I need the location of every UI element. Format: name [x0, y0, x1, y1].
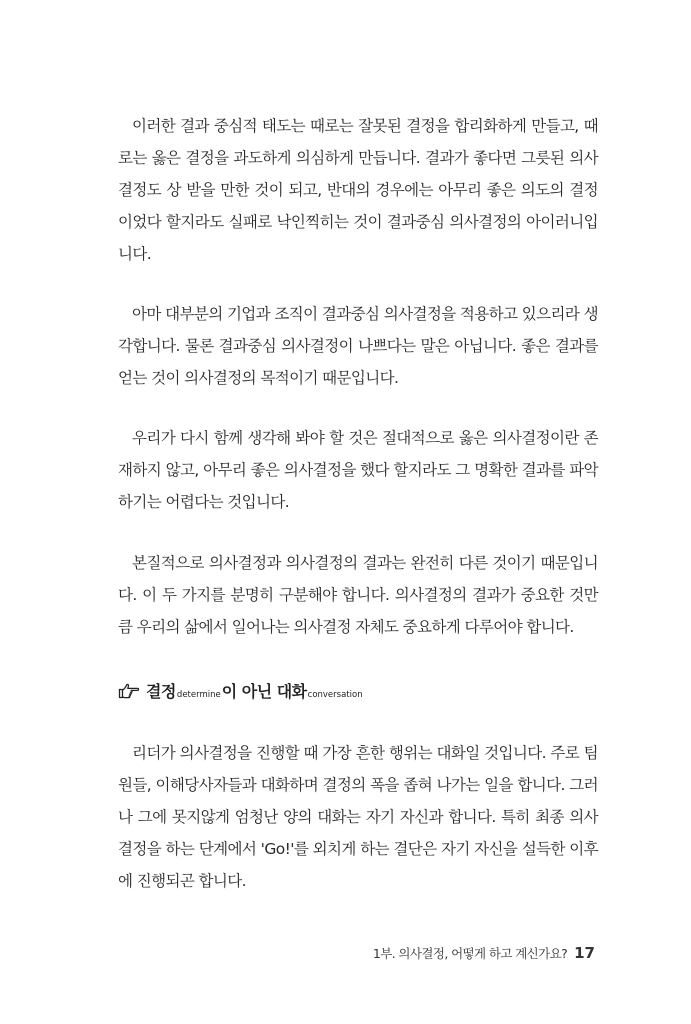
heading-subscript-conversation: conversation — [307, 690, 363, 700]
paragraph-text: 본질적으로 의사결정과 의사결정의 결과는 완전히 다른 것이기 때문입니다. 이 두 가지를 분명히 구분해야 합니다. 의사결정의 결과가 중요한 것만큼 우리의 삶에서 일어나는 의사결정 자체도 중요하게 다루어야 합니다. — [118, 554, 598, 636]
paragraph-text: 리더가 의사결정을 진행할 때 가장 흔한 행위는 대화일 것입니다. 주로 팀원들, 이해당사자들과 대화하며 결정의 폭을 좁혀 나가는 일을 합니다. 그러나 그에 못지않게 엄청난 양의 대화는 자기 자신과 합니다. 특히 최종 의사결정을 하는 단계에서 'Go!'를 외치게 하는 결단은 자기 자신을 설득한 이후에 진행되곤 합니다. — [118, 744, 598, 890]
paragraph-text: 이러한 결과 중심적 태도는 때로는 잘못된 결정을 합리화하게 만들고, 때로는 옳은 결정을 과도하게 의심하게 만듭니다. 결과가 좋다면 그릇된 의사결정도 상 받을 만한 것이 되고, 반대의 경우에는 아무리 좋은 의도의 결정이었다 할지라도 실패로 낙인찍히는 것이 결과중심 의사결정의 아이러니입니다. — [118, 117, 598, 263]
paragraph — [118, 422, 598, 518]
paragraph — [118, 547, 598, 643]
paragraph — [118, 298, 598, 394]
heading-subscript-determine: determine — [176, 690, 221, 700]
pointing-hand-icon — [118, 683, 140, 699]
heading-word-conversation: 이 아닌 대화 — [221, 682, 307, 701]
page-number: 17 — [574, 944, 595, 962]
heading-word-decision: 결정 — [146, 682, 176, 701]
paragraph — [118, 110, 598, 270]
page-footer — [373, 944, 595, 962]
paragraph — [118, 737, 598, 897]
section-heading — [118, 679, 364, 703]
paragraph-text: 아마 대부분의 기업과 조직이 결과중심 의사결정을 적용하고 있으리라 생각합니다. 물론 결과중심 의사결정이 나쁘다는 말은 아닙니다. 좋은 결과를 얻는 것이 의사결정의 목적이기 때문입니다. — [118, 305, 598, 387]
running-footer-title: 1부. 의사결정, 어떻게 하고 계신가요? — [372, 946, 568, 961]
paragraph-text: 우리가 다시 함께 생각해 봐야 할 것은 절대적으로 옳은 의사결정이란 존재하지 않고, 아무리 좋은 의사결정을 했다 할지라도 그 명확한 결과를 파악하기는 어렵다는 것입니다. — [118, 429, 598, 511]
